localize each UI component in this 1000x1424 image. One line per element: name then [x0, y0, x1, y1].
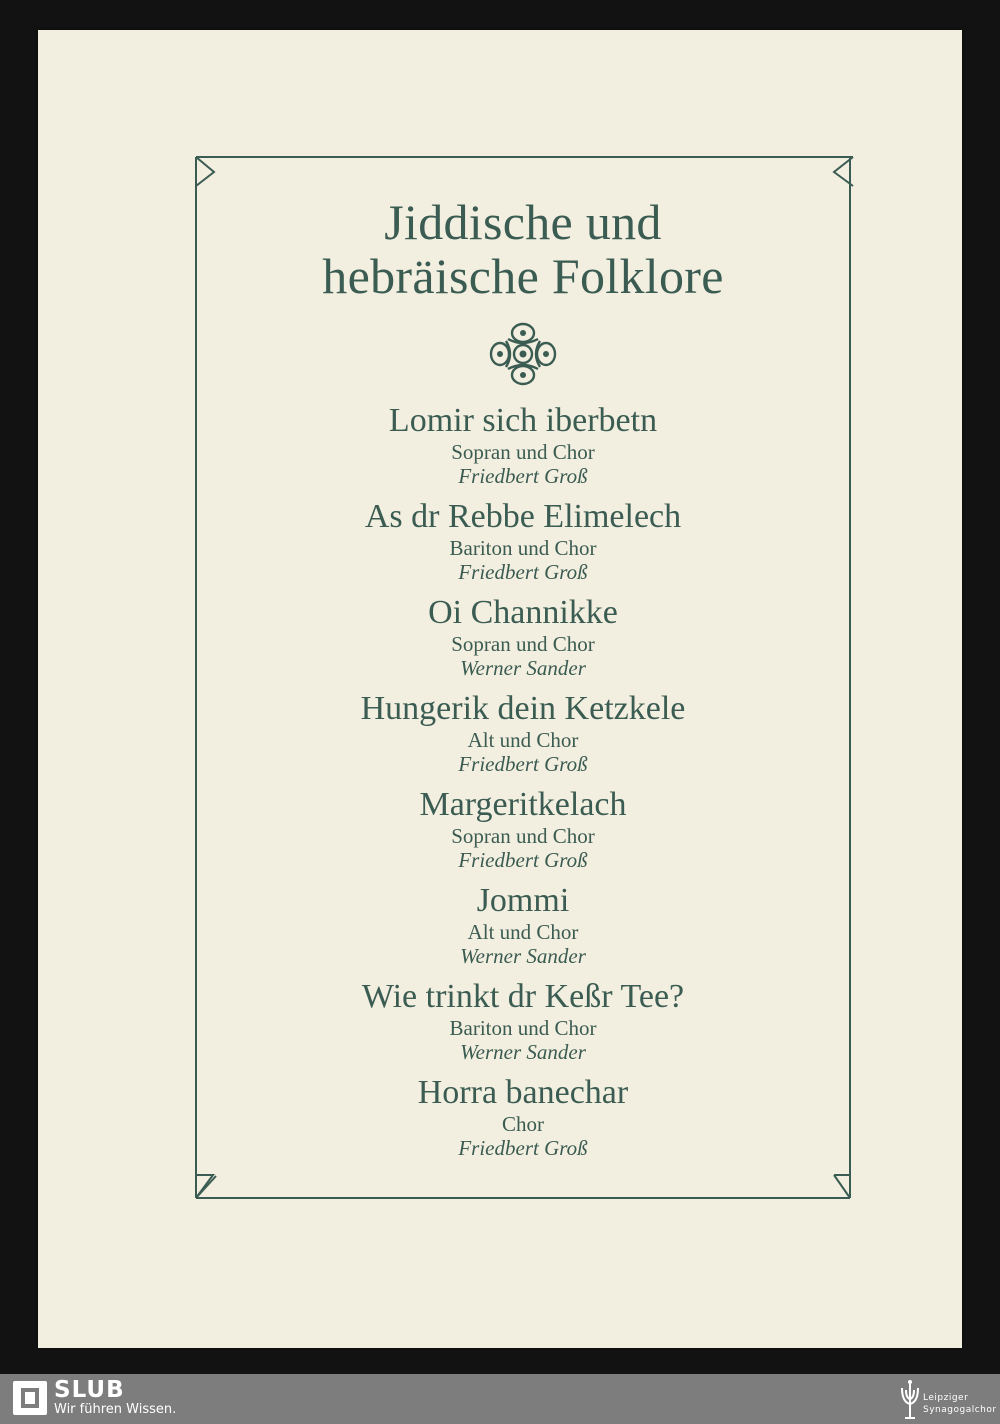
- piece-voice: Sopran und Chor: [451, 632, 595, 656]
- piece-voice: Chor: [502, 1112, 544, 1136]
- slub-logo-icon[interactable]: [12, 1380, 48, 1416]
- piece-arranger: Friedbert Groß: [458, 752, 588, 776]
- piece-voice: Sopran und Chor: [451, 440, 595, 464]
- menorah-icon: [898, 1378, 922, 1420]
- piece-title: Hungerik dein Ketzkele: [360, 690, 686, 727]
- piece-voice: Alt und Chor: [467, 920, 579, 944]
- piece-item: [195, 977, 851, 1064]
- piece-item: [195, 593, 851, 680]
- piece-arranger: Friedbert Groß: [458, 1136, 588, 1160]
- footer-bar: [0, 1374, 1000, 1424]
- piece-voice: Sopran und Chor: [451, 824, 595, 848]
- partner-line-1: Leipziger: [923, 1393, 969, 1403]
- piece-arranger: Werner Sander: [460, 1040, 586, 1064]
- partner-line-2: Synagogalchor: [923, 1405, 997, 1415]
- piece-title: Horra banechar: [417, 1074, 629, 1111]
- piece-title: Wie trinkt dr Keßr Tee?: [361, 978, 685, 1015]
- piece-item: [195, 881, 851, 968]
- piece-arranger: Friedbert Groß: [458, 848, 588, 872]
- piece-title: Margeritkelach: [419, 786, 627, 823]
- piece-title: Oi Channikke: [428, 594, 618, 631]
- title-line-2: hebräische Folklore: [322, 248, 724, 304]
- piece-arranger: Friedbert Groß: [458, 560, 588, 584]
- slub-name[interactable]: SLUB: [54, 1377, 125, 1403]
- partner-name: [923, 1392, 997, 1416]
- piece-voice: Bariton und Chor: [449, 1016, 597, 1040]
- piece-voice: Bariton und Chor: [449, 536, 597, 560]
- program-content: [195, 195, 851, 1169]
- piece-item: [195, 401, 851, 488]
- piece-voice: Alt und Chor: [467, 728, 579, 752]
- piece-item: [195, 785, 851, 872]
- piece-arranger: Werner Sander: [460, 944, 586, 968]
- piece-title: Jommi: [476, 882, 570, 919]
- piece-title: As dr Rebbe Elimelech: [364, 498, 682, 535]
- piece-list: [195, 401, 851, 1160]
- piece-arranger: Werner Sander: [460, 656, 586, 680]
- piece-title: Lomir sich iberbetn: [388, 402, 658, 439]
- program-title: [195, 195, 851, 303]
- piece-item: [195, 1073, 851, 1160]
- piece-arranger: Friedbert Groß: [458, 464, 588, 488]
- piece-item: [195, 497, 851, 584]
- slub-tagline: Wir führen Wissen.: [54, 1402, 177, 1417]
- piece-item: [195, 689, 851, 776]
- program-page: [38, 30, 962, 1348]
- title-line-1: Jiddische und: [384, 194, 662, 250]
- ornament-icon: [486, 319, 560, 389]
